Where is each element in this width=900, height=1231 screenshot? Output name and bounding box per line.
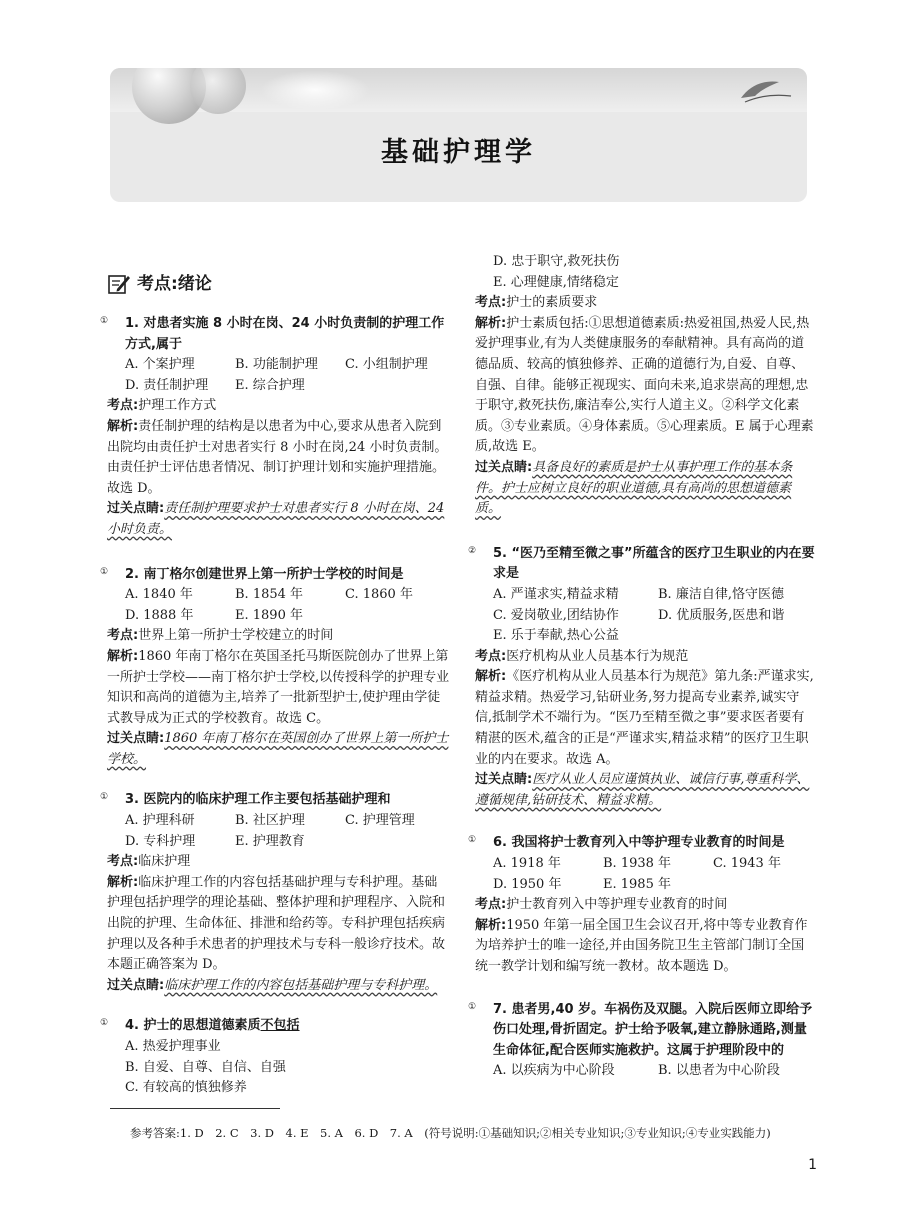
tip-line <box>107 976 450 997</box>
footnote-divider <box>110 1108 280 1109</box>
option: B. 以患者为中心阶段 <box>658 1063 780 1079</box>
option: B. 社区护理 <box>235 813 305 829</box>
option: A. 热爱护理事业 <box>125 1039 221 1054</box>
analysis-label: 解析: <box>107 418 139 434</box>
question-text: 我国将护士教育列入中等护理专业教育的时间是 <box>511 835 785 851</box>
point-line <box>475 895 815 916</box>
analysis-label: 解析: <box>107 648 139 664</box>
options <box>107 1037 450 1099</box>
knowledge-badge: ① <box>100 316 109 326</box>
answer-key: 参考答案:1. D 2. C 3. D 4. E 5. A 6. D 7. A (符号说明:①基础知识;②相关专业知识;③专业知识;④专业实践能力) <box>130 1126 771 1140</box>
analysis-line <box>475 667 815 770</box>
analysis-line <box>475 314 815 458</box>
question-stem <box>107 314 450 355</box>
point-line <box>107 396 450 417</box>
page-number: 1 <box>808 1157 817 1173</box>
analysis-text: 1950 年第一届全国卫生会议召开,将中等专业教育作为培养护士的唯一途径,并由国务院卫生主管部门制订全国统一教学计划和编写统一教材。故本题选 D。 <box>475 917 808 974</box>
question-5 <box>468 544 815 812</box>
left-column <box>100 268 450 1099</box>
question-number: 6. <box>493 835 507 851</box>
question-4 <box>100 1016 450 1098</box>
point-line <box>107 626 450 647</box>
question-number: 5. <box>493 545 507 561</box>
question-stem <box>107 1016 450 1037</box>
options <box>475 854 815 895</box>
option: D. 1950 年 <box>493 876 562 892</box>
edit-note-icon <box>107 272 131 296</box>
option: D. 1888 年 <box>125 607 194 623</box>
options <box>107 355 450 396</box>
option: E. 护理教育 <box>235 833 305 849</box>
question-emphasis: 不包括 <box>260 1018 300 1034</box>
tip-line <box>475 770 815 811</box>
option: B. 1938 年 <box>603 856 672 872</box>
tip-text: 临床护理工作的内容包括基础护理与专科护理。 <box>164 977 438 993</box>
question-stem <box>475 1000 815 1062</box>
tip-text: 具备良好的素质是护士从事护理工作的基本条件。护士应树立良好的职业道德,具有高尚的思想道德素质。 <box>475 459 793 517</box>
analysis-text: 《医疗机构从业人员基本行为规范》第九条:严谨求实,精益求精。热爱学习,钻研业务,努力提高专业素养,诚实守信,抵制学术不端行为。“医乃至精至微之事”要求医者要有精湛的医术,蕴含的正是“严谨求实,精益求精”的医疗卫生职业的内在要求。故选 A。 <box>475 669 814 767</box>
option: C. 护理管理 <box>345 813 415 829</box>
option: E. 乐于奉献,热心公益 <box>493 628 619 644</box>
question-number: 7. <box>493 1001 507 1017</box>
question-text: 对患者实施 8 小时在岗、24 小时负责制的护理工作方式,属于 <box>125 316 445 352</box>
knowledge-badge: ② <box>468 545 477 556</box>
question-stem <box>475 833 815 854</box>
option: D. 优质服务,医患和谐 <box>658 607 785 623</box>
tip-label: 过关点睛: <box>107 731 165 747</box>
option: E. 1890 年 <box>235 607 303 623</box>
point-text: 世界上第一所护士学校建立的时间 <box>138 628 334 644</box>
analysis-label: 解析: <box>475 669 507 685</box>
question-stem <box>107 565 450 586</box>
tip-text: 责任制护理要求护士对患者实行 8 小时在岗、24 小时负责。 <box>107 501 445 537</box>
question-number: 4. <box>125 1018 139 1034</box>
point-label: 考点: <box>107 854 139 870</box>
question-1 <box>100 314 450 541</box>
question-number: 2. <box>125 566 139 582</box>
option: D. 责任制护理 <box>125 377 209 393</box>
options <box>107 585 450 626</box>
decorative-glow <box>260 70 370 110</box>
option: E. 综合护理 <box>235 377 305 393</box>
point-text: 护士教育列入中等护理专业教育的时间 <box>506 897 728 913</box>
tip-line <box>107 729 450 770</box>
options <box>475 585 815 647</box>
option: A. 护理科研 <box>125 813 195 829</box>
knowledge-badge: ① <box>100 1018 109 1029</box>
knowledge-badge: ① <box>468 1001 477 1012</box>
point-line <box>107 852 450 873</box>
point-text: 护理工作方式 <box>138 398 217 414</box>
question-4-continued <box>475 252 815 520</box>
analysis-text: 临床护理工作的内容包括基础护理与专科护理。基础护理包括护理学的理论基础、整体护理和护理程序、入院和出院的护理、生命体征、排泄和给药等。专科护理包括疾病护理以及各种手术患者的护理技术与专科一般诊疗技术。故本题正确答案为 D。 <box>107 874 446 973</box>
section-title: 考点:绪论 <box>137 273 212 294</box>
option: B. 1854 年 <box>235 587 304 603</box>
question-number: 1. <box>125 316 139 331</box>
analysis-label: 解析: <box>475 917 507 933</box>
question-text: 护士的思想道德素质 <box>143 1018 261 1034</box>
question-2 <box>100 565 450 771</box>
analysis-label: 解析: <box>475 315 507 331</box>
point-label: 考点: <box>475 295 507 311</box>
analysis-text: 护士素质包括:①思想道德素质:热爱祖国,热爱人民,热爱护理事业,有为人类健康服务的奉献精神。具有高尚的道德品质、较高的慎独修养、正确的道德行为,自爱、自尊、自强、自律。能够正视现实、面向未来,追求崇高的理想,忠于职守,救死扶伤,廉洁奉公,实行人道主义。②科学文化素质。③专业素质。④身体素质。⑤心理素质。E 属于心理素质,故选 E。 <box>475 315 814 455</box>
tip-line <box>107 499 450 540</box>
question-text: 医院内的临床护理工作主要包括基础护理和 <box>143 792 391 808</box>
option: E. 1985 年 <box>603 876 671 892</box>
analysis-line <box>107 647 450 729</box>
option: A. 严谨求实,精益求精 <box>493 586 619 602</box>
right-column <box>468 252 815 1082</box>
point-label: 考点: <box>475 897 507 913</box>
point-label: 考点: <box>107 628 139 644</box>
analysis-label: 解析: <box>107 874 139 890</box>
option: E. 心理健康,情绪稳定 <box>493 274 619 290</box>
point-text: 医疗机构从业人员基本行为规范 <box>506 648 689 664</box>
option: C. 1860 年 <box>345 587 413 603</box>
option: C. 1943 年 <box>713 856 781 872</box>
options <box>475 252 815 293</box>
publisher-logo-icon <box>735 78 795 106</box>
analysis-line <box>475 916 815 978</box>
option: A. 1918 年 <box>493 856 561 872</box>
option: A. 个案护理 <box>125 357 195 373</box>
question-stem <box>475 544 815 585</box>
knowledge-badge: ① <box>468 835 477 846</box>
question-number: 3. <box>125 792 139 808</box>
section-heading <box>107 268 450 300</box>
tip-line <box>475 458 815 520</box>
analysis-text: 1860 年南丁格尔在英国圣托马斯医院创办了世界上第一所护士学校——南丁格尔护士学校,以传授科学的护理专业知识和高尚的道德为主,培养了一批新型护士,使护理由学徒式教导成为正式的学校教育。故选 C。 <box>107 648 450 726</box>
option: D. 忠于职守,救死扶伤 <box>493 254 620 269</box>
tip-label: 过关点睛: <box>107 977 165 993</box>
option: B. 廉洁自律,恪守医德 <box>658 586 784 602</box>
option: B. 自爱、自尊、自信、自强 <box>125 1059 286 1075</box>
options <box>107 811 450 852</box>
option: A. 1840 年 <box>125 587 193 603</box>
tip-text: 医疗从业人员应谨慎执业、诚信行事,尊重科学、遵循规律,钻研技术、精益求精。 <box>475 772 810 808</box>
question-text: “医乃至精至微之事”所蕴含的医疗卫生职业的内在要求是 <box>493 545 815 582</box>
point-label: 考点: <box>107 398 139 414</box>
option: D. 专科护理 <box>125 833 196 849</box>
question-6 <box>468 833 815 977</box>
question-stem <box>107 790 450 811</box>
point-label: 考点: <box>475 648 507 664</box>
question-text: 患者男,40 岁。车祸伤及双腿。入院后医师立即给予伤口处理,骨折固定。护士给予吸氧,建立静脉通路,测量生命体征,配合医师实施救护。这属于护理阶段中的 <box>493 1001 813 1058</box>
analysis-text: 责任制护理的结构是以患者为中心,要求从患者入院到出院均由责任护士对患者实行 8 小时在岗,24 小时负责制。由责任护士评估患者情况、制订护理计划和实施护理措施。故选 D。 <box>107 418 448 496</box>
option: B. 功能制护理 <box>235 357 318 373</box>
point-text: 临床护理 <box>138 854 191 870</box>
tip-label: 过关点睛: <box>107 501 165 517</box>
chapter-header <box>110 68 807 202</box>
page-title: 基础护理学 <box>381 137 536 168</box>
option: C. 爱岗敬业,团结协作 <box>493 607 619 623</box>
option: C. 有较高的慎独修养 <box>125 1080 247 1096</box>
knowledge-badge: ① <box>100 566 109 577</box>
option: C. 小组制护理 <box>345 357 428 373</box>
options <box>475 1061 815 1082</box>
tip-label: 过关点睛: <box>475 772 533 788</box>
knowledge-badge: ① <box>100 792 109 803</box>
analysis-line <box>107 417 450 499</box>
question-7 <box>468 1000 815 1082</box>
tip-label: 过关点睛: <box>475 459 533 475</box>
question-text: 南丁格尔创建世界上第一所护士学校的时间是 <box>143 566 404 582</box>
point-line <box>475 293 815 314</box>
option: A. 以疾病为中心阶段 <box>493 1063 615 1079</box>
question-3 <box>100 790 450 996</box>
tip-text: 1860 年南丁格尔在英国创办了世界上第一所护士学校。 <box>107 731 449 767</box>
point-text: 护士的素质要求 <box>506 295 598 311</box>
analysis-line <box>107 873 450 976</box>
point-line <box>475 647 815 668</box>
